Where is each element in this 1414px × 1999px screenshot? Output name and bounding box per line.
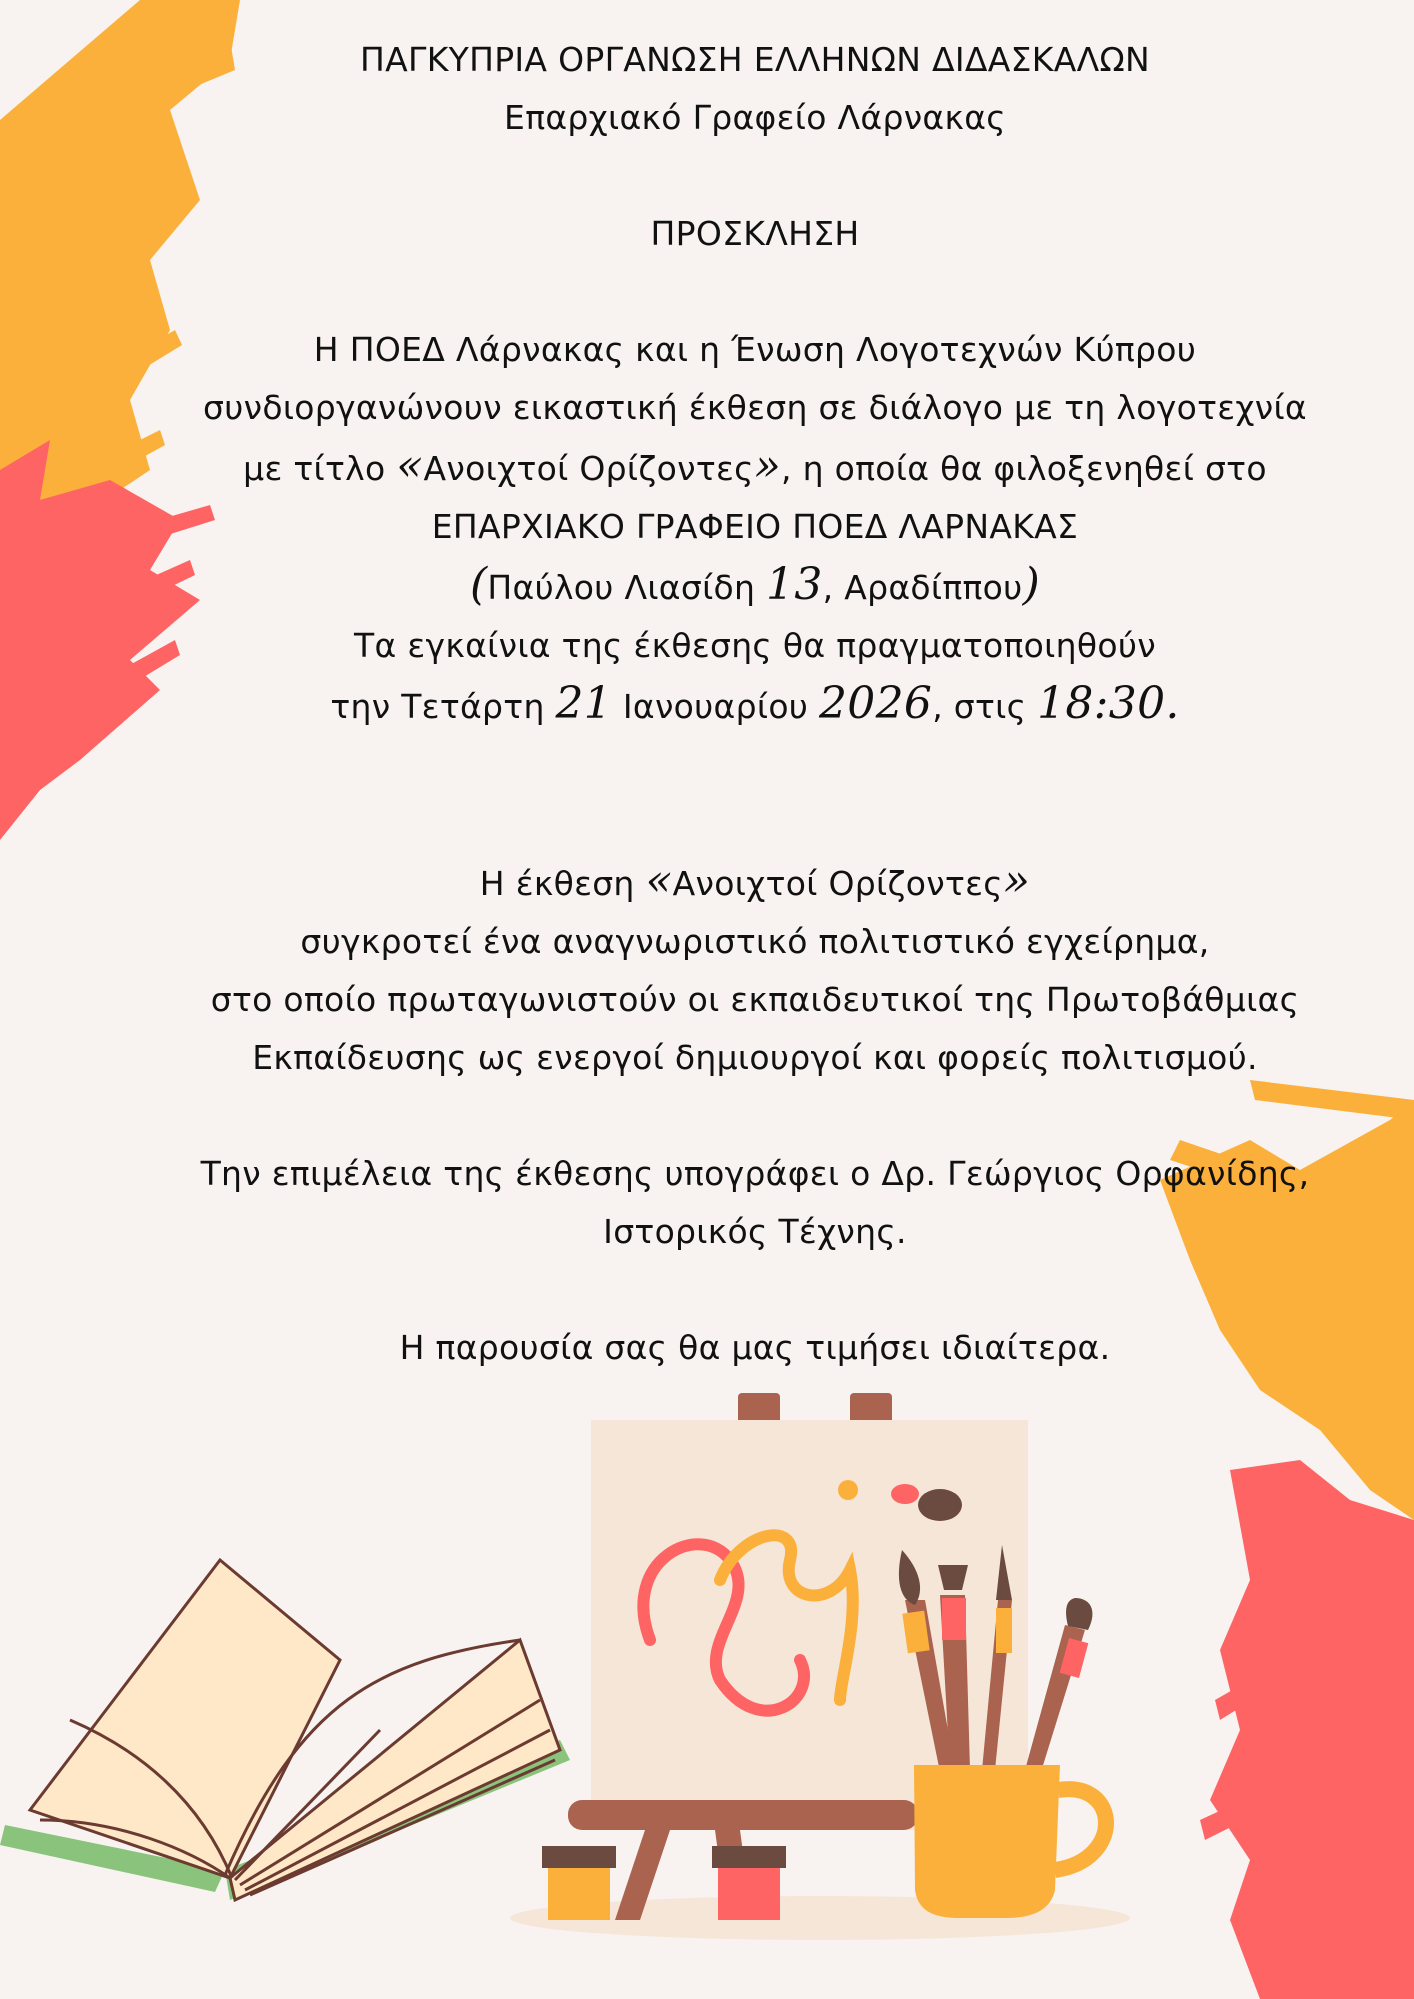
description-line-1: Η έκθεση «Ανοιχτοί Ορίζοντες»: [479, 855, 1031, 906]
quote-open: «: [396, 440, 424, 491]
closing-line: Η παρουσία σας θα μας τιμήσει ιδιαίτερα.: [399, 1328, 1111, 1367]
office-name: Επαρχιακό Γραφείο Λάρνακας: [504, 98, 1006, 137]
opening-line: Τα εγκαίνια της έκθεσης θα πραγματοποιηθούν: [354, 626, 1156, 665]
announcement-line-2: συνδιοργανώνουν εικαστική έκθεση σε διάλογο με τη λογοτεχνία: [202, 388, 1307, 427]
announcement-line-3: με τίτλο «Ανοιχτοί Ορίζοντες», η οποία θα φιλοξενηθεί στο: [243, 440, 1267, 491]
curator-line-2: Ιστορικός Τέχνης.: [603, 1212, 907, 1251]
opening-day: 21: [555, 678, 613, 729]
curator-line-1: Την επιμέλεια της έκθεσης υπογράφει ο Δρ. Γεώργιος Ορφανίδης,: [200, 1154, 1310, 1193]
description-exhibition-title: Ανοιχτοί Ορίζοντες: [672, 864, 1003, 903]
organization-name: ΠΑΓΚΥΠΡΙΑ ΟΡΓΑΝΩΣΗ ΕΛΛΗΝΩΝ ΔΙΔΑΣΚΑΛΩΝ: [360, 40, 1150, 79]
description-line-4: Εκπαίδευσης ως ενεργοί δημιουργοί και φορείς πολιτισμού.: [252, 1038, 1258, 1077]
announcement-line-1: Η ΠΟΕΔ Λάρνακας και η Ένωση Λογοτεχνών Κύπρου: [313, 330, 1197, 369]
invitation-text: [190, 31, 1320, 1377]
opening-date-time: την Τετάρτη 21 Ιανουαρίου 2026, στις 18:30.: [330, 678, 1180, 729]
opening-year: 2026: [819, 678, 933, 729]
document-title: ΠΡΟΣΚΛΗΣΗ: [650, 214, 860, 253]
open-book-icon: [0, 1560, 570, 1900]
brush-stroke-left-red: [0, 440, 215, 840]
venue-name: ΕΠΑΡΧΙΑΚΟ ΓΡΑΦΕΙΟ ΠΟΕΔ ΛΑΡΝΑΚΑΣ: [431, 507, 1079, 546]
venue-address: (Παύλου Λιασίδη 13, Αραδίππου): [469, 559, 1041, 610]
address-number: 13: [766, 559, 823, 610]
description-line-2: συγκροτεί ένα αναγνωριστικό πολιτιστικό εγχείρημα,: [300, 922, 1210, 961]
exhibition-title: Ανοιχτοί Ορίζοντες: [423, 449, 754, 488]
brush-stroke-right-red: [1200, 1460, 1414, 1999]
quote-close: »: [753, 440, 782, 491]
description-line-3: στο οποίο πρωταγωνιστούν οι εκπαιδευτικοί της Πρωτοβάθμιας: [210, 980, 1300, 1019]
opening-time: 18:30: [1037, 678, 1166, 729]
